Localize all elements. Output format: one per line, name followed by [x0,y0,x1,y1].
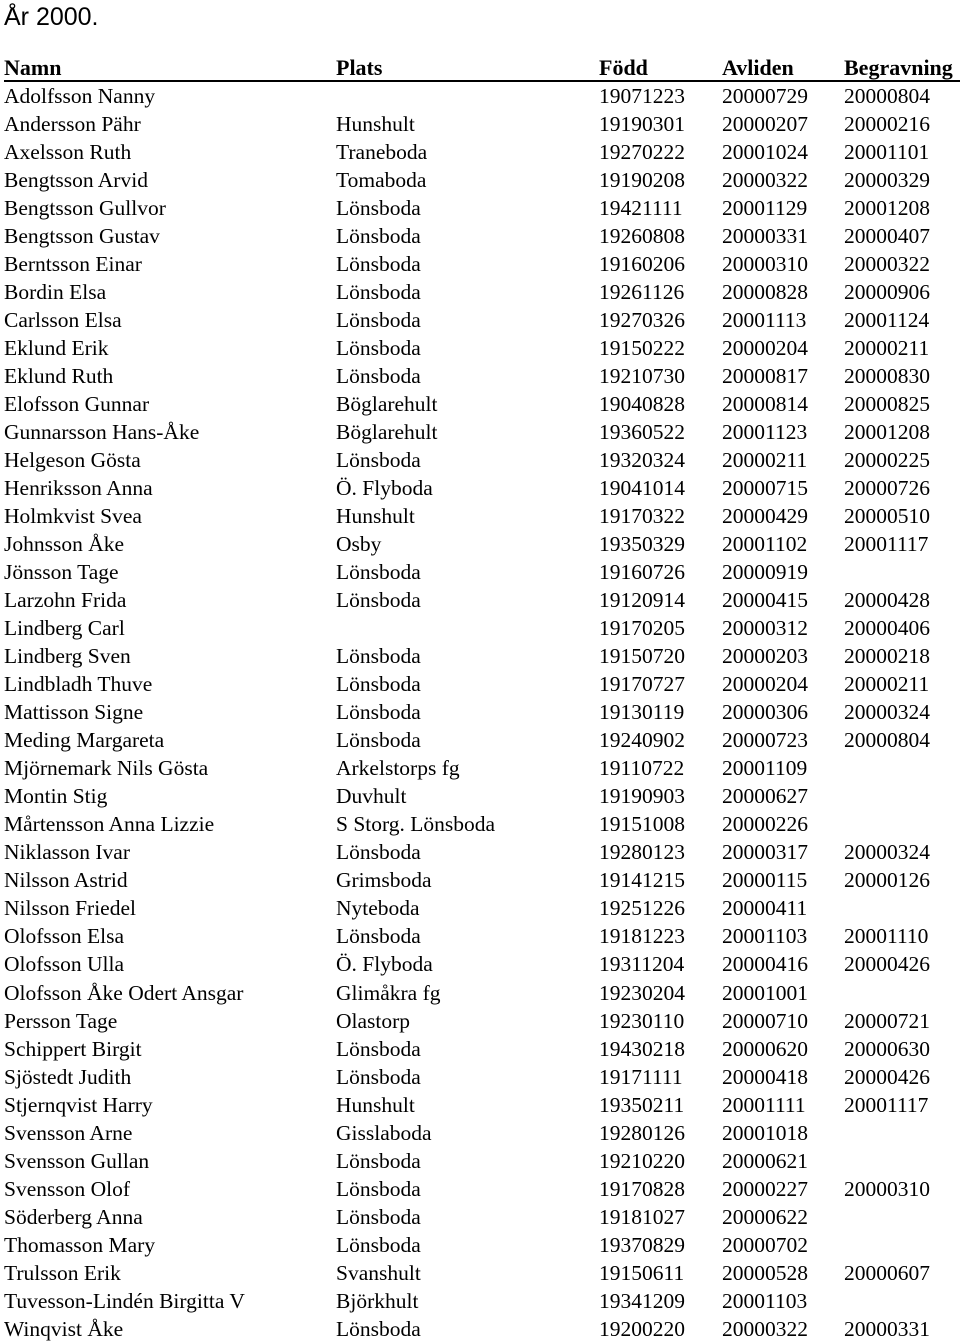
cell-place: Lönsboda [336,588,421,613]
table-row [4,950,960,978]
cell-died: 20000528 [722,1260,808,1285]
cell-died: 20000814 [722,392,808,417]
table-row [4,446,960,474]
cell-born: 19071223 [599,84,685,108]
cell-name: Svensson Olof [4,1176,131,1201]
cell-name: Mårtensson Anna Lizzie [4,812,215,837]
cell-born: 19251226 [599,896,685,921]
table-row [4,110,960,138]
cell-born: 19260808 [599,224,685,249]
cell-place: Svanshult [336,1260,421,1285]
cell-place: Lönsboda [336,1148,421,1173]
cell-place: Ö. Flyboda [336,952,433,977]
cell-name: Lindberg Carl [4,616,125,641]
cell-born: 19240902 [599,728,685,753]
cell-burial: 20000211 [844,672,930,697]
cell-died: 20000729 [722,84,808,108]
cell-name: Carlsson Elsa [4,308,122,333]
cell-born: 19261126 [599,280,685,305]
cell-died: 20000622 [722,1204,808,1229]
cell-name: Helgeson Gösta [4,448,141,473]
cell-died: 20000620 [722,1036,808,1061]
table-row [4,502,960,530]
cell-born: 19311204 [599,952,685,977]
cell-place: Lönsboda [336,336,421,361]
cell-died: 20000310 [722,252,808,277]
cell-burial: 20000830 [844,364,930,389]
cell-died: 20001024 [722,140,808,165]
cell-born: 19190208 [599,168,685,193]
cell-place: Ö. Flyboda [336,476,433,501]
cell-born: 19230204 [599,980,685,1005]
cell-born: 19370829 [599,1232,685,1257]
cell-name: Johnsson Åke [4,532,125,557]
cell-name: Montin Stig [4,784,108,809]
cell-place: Glimåkra fg [336,980,441,1005]
cell-died: 20000322 [722,1316,808,1341]
cell-name: Olofsson Elsa [4,924,125,949]
cell-born: 19150611 [599,1260,685,1285]
cell-born: 19170205 [599,616,685,641]
cell-place: Lönsboda [336,1064,421,1089]
table-row [4,1231,960,1259]
cell-burial: 20000331 [844,1316,930,1341]
cell-died: 20000715 [722,476,808,501]
cell-burial: 20000721 [844,1008,930,1033]
cell-died: 20000306 [722,700,808,725]
cell-died: 20000331 [722,224,808,249]
cell-died: 20000204 [722,672,808,697]
cell-name: Niklasson Ivar [4,840,130,865]
table-row [4,586,960,614]
cell-place: Osby [336,532,382,557]
table-row [4,138,960,166]
cell-name: Bengtsson Gustav [4,224,160,249]
cell-name: Elofsson Gunnar [4,392,150,417]
cell-born: 19171111 [599,1064,683,1089]
cell-died: 20000621 [722,1148,808,1173]
cell-burial: 20000510 [844,504,930,529]
cell-name: Persson Tage [4,1008,118,1033]
cell-died: 20000226 [722,812,808,837]
cell-place: Olastorp [336,1008,411,1033]
cell-name: Eklund Ruth [4,364,114,389]
cell-place: Lönsboda [336,1316,421,1341]
cell-name: Mjörnemark Nils Gösta [4,756,209,781]
cell-born: 19210730 [599,364,685,389]
cell-born: 19270326 [599,308,685,333]
cell-place: Lönsboda [336,728,421,753]
cell-died: 20000416 [722,952,808,977]
cell-died: 20000702 [722,1232,808,1257]
cell-burial: 20000324 [844,840,930,865]
cell-burial: 20000428 [844,588,930,613]
table-row [4,306,960,334]
cell-died: 20000418 [722,1064,808,1089]
cell-burial: 20000630 [844,1036,930,1061]
table-row [4,1203,960,1231]
cell-born: 19341209 [599,1288,685,1313]
cell-born: 19421111 [599,196,683,221]
cell-name: Bengtsson Gullvor [4,196,166,221]
cell-died: 20000203 [722,644,808,669]
table-row [4,894,960,922]
table-row [4,810,960,838]
cell-died: 20000429 [722,504,808,529]
cell-born: 19320324 [599,448,685,473]
cell-name: Larzohn Frida [4,588,127,613]
table-row [4,1315,960,1343]
table-row [4,922,960,950]
cell-died: 20000817 [722,364,808,389]
cell-name: Bengtsson Arvid [4,168,148,193]
cell-died: 20001111 [722,1092,806,1117]
cell-born: 19430218 [599,1036,685,1061]
table-row [4,1147,960,1175]
column-header-burial: Begravning [844,55,953,80]
cell-place: Lönsboda [336,196,421,221]
cell-burial: 20000329 [844,168,930,193]
cell-born: 19151008 [599,812,685,837]
table-row [4,614,960,642]
cell-name: Sjöstedt Judith [4,1064,132,1089]
cell-place: Duvhult [336,784,407,809]
table-body [4,82,960,1343]
cell-died: 20001129 [722,196,808,221]
cell-burial: 20000310 [844,1176,930,1201]
cell-name: Holmkvist Svea [4,504,142,529]
table-row [4,979,960,1007]
cell-burial: 20000406 [844,616,930,641]
cell-born: 19270222 [599,140,685,165]
cell-born: 19130119 [599,700,685,725]
table-row [4,866,960,894]
table-row [4,1175,960,1203]
cell-burial: 20000322 [844,252,930,277]
cell-place: Lönsboda [336,560,421,585]
cell-name: Mattisson Signe [4,700,144,725]
cell-born: 19040828 [599,392,685,417]
cell-place: Lönsboda [336,1176,421,1201]
cell-died: 20000317 [722,840,808,865]
cell-place: Lönsboda [336,252,421,277]
cell-place: Gisslaboda [336,1120,432,1145]
cell-born: 19041014 [599,476,685,501]
cell-died: 20000723 [722,728,808,753]
table-row [4,82,960,110]
cell-born: 19160206 [599,252,685,277]
table-row [4,698,960,726]
cell-died: 20001123 [722,420,808,445]
cell-place: Lönsboda [336,280,421,305]
cell-died: 20001113 [722,308,807,333]
cell-born: 19160726 [599,560,685,585]
cell-burial: 20000407 [844,224,930,249]
cell-place: Hunshult [336,1092,415,1117]
cell-name: Trulsson Erik [4,1260,121,1285]
cell-place: Traneboda [336,140,428,165]
cell-died: 20000627 [722,784,808,809]
cell-name: Adolfsson Nanny [4,84,156,108]
cell-name: Nilsson Astrid [4,868,128,893]
cell-name: Svensson Gullan [4,1148,150,1173]
cell-place: Lönsboda [336,840,421,865]
cell-place: Lönsboda [336,672,421,697]
table-row [4,1007,960,1035]
table-row [4,838,960,866]
table-row [4,1035,960,1063]
cell-name: Berntsson Einar [4,252,142,277]
cell-burial: 20000726 [844,476,930,501]
cell-burial: 20000804 [844,728,930,753]
cell-born: 19360522 [599,420,685,445]
burial-register-table [4,56,960,1343]
cell-died: 20000115 [722,868,808,893]
cell-name: Stjernqvist Harry [4,1092,153,1117]
cell-died: 20000211 [722,448,808,473]
cell-place: Böglarehult [336,392,438,417]
cell-died: 20001103 [722,924,808,949]
cell-place: Tomaboda [336,168,427,193]
cell-born: 19280123 [599,840,685,865]
cell-place: Lönsboda [336,924,421,949]
cell-born: 19181223 [599,924,685,949]
cell-burial: 20001208 [844,196,930,221]
table-row [4,1091,960,1119]
cell-born: 19181027 [599,1204,685,1229]
table-row [4,782,960,810]
cell-name: Gunnarsson Hans-Åke [4,420,200,445]
table-row [4,1259,960,1287]
cell-name: Söderberg Anna [4,1204,143,1229]
cell-name: Axelsson Ruth [4,140,132,165]
cell-born: 19280126 [599,1120,685,1145]
cell-name: Jönsson Tage [4,560,119,585]
cell-died: 20001109 [722,756,808,781]
cell-place: Lönsboda [336,1204,421,1229]
cell-died: 20001103 [722,1288,808,1313]
cell-burial: 20000426 [844,952,930,977]
cell-place: Arkelstorps fg [336,756,460,781]
cell-place: Nyteboda [336,896,420,921]
cell-born: 19200220 [599,1316,685,1341]
cell-died: 20000322 [722,168,808,193]
table-row [4,418,960,446]
cell-died: 20000227 [722,1176,808,1201]
table-row [4,670,960,698]
cell-burial: 20000426 [844,1064,930,1089]
cell-born: 19230110 [599,1008,685,1033]
cell-born: 19150720 [599,644,685,669]
table-row [4,390,960,418]
cell-died: 20000828 [722,280,808,305]
cell-burial: 20001117 [844,532,929,557]
cell-died: 20000710 [722,1008,808,1033]
cell-died: 20000411 [722,896,808,921]
cell-died: 20000204 [722,336,808,361]
cell-burial: 20000225 [844,448,930,473]
cell-died: 20001102 [722,532,808,557]
table-row [4,222,960,250]
cell-name: Schippert Birgit [4,1036,142,1061]
column-header-born: Född [599,55,648,80]
column-header-name: Namn [4,55,62,80]
cell-burial: 20001124 [844,308,930,333]
cell-born: 19210220 [599,1148,685,1173]
cell-place: Hunshult [336,504,415,529]
cell-name: Lindbladh Thuve [4,672,153,697]
cell-burial: 20000126 [844,868,930,893]
cell-place: Grimsboda [336,868,432,893]
cell-died: 20000312 [722,616,808,641]
cell-died: 20000207 [722,112,808,137]
cell-name: Olofsson Åke Odert Ansgar [4,980,244,1005]
cell-burial: 20001101 [844,140,930,165]
cell-place: Lönsboda [336,448,421,473]
cell-born: 19141215 [599,868,685,893]
cell-burial: 20001117 [844,1092,929,1117]
cell-place: S Storg. Lönsboda [336,812,496,837]
table-row [4,474,960,502]
cell-place: Hunshult [336,112,415,137]
cell-died: 20000919 [722,560,808,585]
cell-name: Bordin Elsa [4,280,107,305]
cell-place: Lönsboda [336,700,421,725]
cell-name: Eklund Erik [4,336,109,361]
cell-died: 20000415 [722,588,808,613]
table-row [4,362,960,390]
cell-born: 19120914 [599,588,685,613]
cell-burial: 20000804 [844,84,930,108]
table-header [4,56,960,82]
cell-burial: 20001208 [844,420,930,445]
table-row [4,1063,960,1091]
table-row [4,250,960,278]
cell-place: Lönsboda [336,364,421,389]
cell-place: Lönsboda [336,1232,421,1257]
cell-died: 20001001 [722,980,808,1005]
cell-name: Olofsson Ulla [4,952,125,977]
cell-burial: 20000324 [844,700,930,725]
cell-burial: 20000211 [844,336,930,361]
column-header-died: Avliden [722,55,794,80]
cell-place: Böglarehult [336,420,438,445]
cell-place: Björkhult [336,1288,419,1313]
cell-name: Andersson Pähr [4,112,141,137]
cell-burial: 20000607 [844,1260,930,1285]
table-row [4,754,960,782]
page-title: År 2000. [4,3,99,31]
cell-name: Tuvesson-Lindén Birgitta V [4,1288,245,1313]
table-row [4,558,960,586]
table-row [4,1119,960,1147]
cell-born: 19350329 [599,532,685,557]
cell-burial: 20001110 [844,924,929,949]
cell-born: 19190903 [599,784,685,809]
cell-born: 19170828 [599,1176,685,1201]
cell-born: 19170322 [599,504,685,529]
cell-place: Lönsboda [336,1036,421,1061]
cell-name: Meding Margareta [4,728,165,753]
cell-place: Lönsboda [336,224,421,249]
cell-name: Nilsson Friedel [4,896,136,921]
cell-name: Svensson Arne [4,1120,133,1145]
cell-burial: 20000906 [844,280,930,305]
column-header-place: Plats [336,55,383,80]
cell-burial: 20000825 [844,392,930,417]
cell-born: 19110722 [599,756,685,781]
table-row [4,642,960,670]
table-row [4,334,960,362]
table-row [4,1287,960,1315]
cell-name: Henriksson Anna [4,476,153,501]
cell-place: Lönsboda [336,308,421,333]
cell-place: Lönsboda [336,644,421,669]
cell-born: 19170727 [599,672,685,697]
cell-name: Winqvist Åke [4,1316,124,1341]
cell-born: 19150222 [599,336,685,361]
cell-born: 19190301 [599,112,685,137]
cell-name: Lindberg Sven [4,644,131,669]
table-row [4,726,960,754]
table-row [4,530,960,558]
table-row [4,166,960,194]
cell-name: Thomasson Mary [4,1232,156,1257]
cell-died: 20001018 [722,1120,808,1145]
table-row [4,194,960,222]
table-row [4,278,960,306]
cell-burial: 20000218 [844,644,930,669]
cell-born: 19350211 [599,1092,685,1117]
cell-burial: 20000216 [844,112,930,137]
